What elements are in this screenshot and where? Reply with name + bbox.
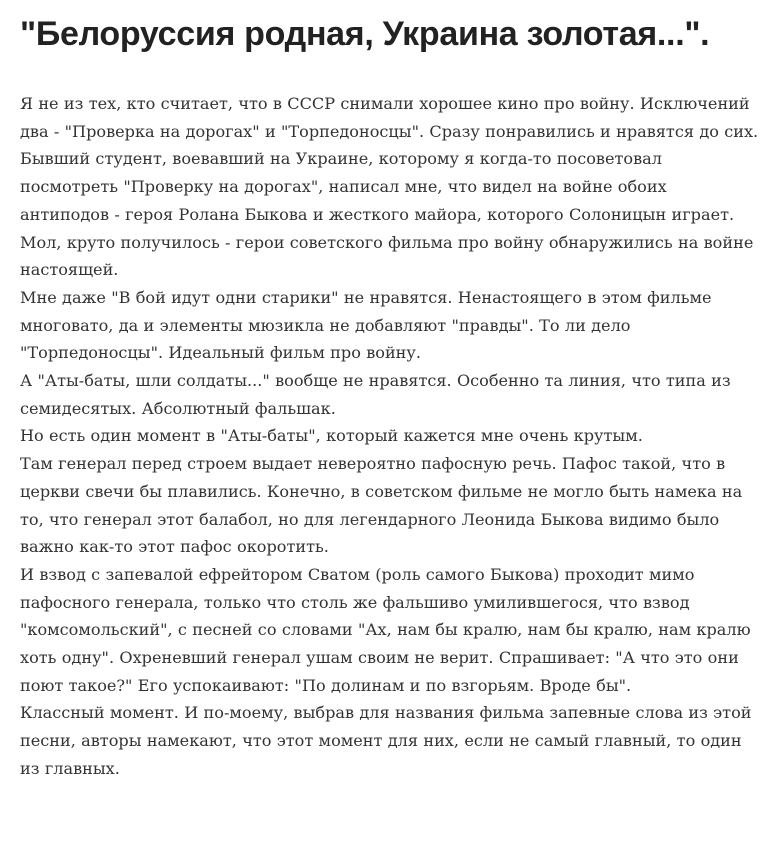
article-body	[20, 90, 760, 783]
article-paragraph: Там генерал перед строем выдает невероятно пафосную речь. Пафос такой, что в церкви свечи бы плавились. Конечно, в советском фильме не могло быть намека на то, что генерал этот балабол, но для легендарного Леонида Быкова видимо было важно как-то этот пафос окоротить.	[20, 454, 743, 557]
article-title: "Белоруссия родная, Украина золотая...".	[20, 15, 710, 53]
article-paragraph: Я не из тех, кто считает, что в СССР снимали хорошее кино про войну. Исключений два - "Проверка на дорогах" и "Торпедоносцы". Сразу понравились и нравятся до сих. Бывший студент, воевавший на Украине, которому я когда-то посоветовал посмотреть "Проверку на дорогах", написал мне, что видел на войне обоих антиподов - героя Ролана Быкова и жесткого майора, которого Солоницын играет. Мол, круто получилось - герои советского фильма про войну обнаружились на войне настоящей.	[20, 94, 759, 280]
article-paragraph: Мне даже "В бой идут одни старики" не нравятся. Ненастоящего в этом фильме многовато, да и элементы мюзикла не добавляют "правды". То ли дело "Торпедоносцы". Идеальный фильм про войну.	[20, 287, 712, 363]
article-paragraph: И взвод с запевалой ефрейтором Сватом (роль самого Быкова) проходит мимо пафосного генерала, только что столь же фальшиво умилившегося, что взвод "комсомольский", с песней со словами "Ах, нам бы кралю, нам бы кралю, нам кралю хоть одну". Охреневший генерал ушам своим не верит. Спрашивает: "А что это они поют такое?" Его успокаивают: "По долинам и по взгорьям. Вроде бы".	[20, 564, 751, 695]
article-paragraph: Но есть один момент в "Аты-баты", который кажется мне очень крутым.	[20, 426, 643, 446]
article-paragraph: А "Аты-баты, шли солдаты..." вообще не нравятся. Особенно та линия, что типа из семидесятых. Абсолютный фальшак.	[20, 371, 731, 418]
article-paragraph: Классный момент. И по-моему, выбрав для названия фильма запевные слова из этой песни, авторы намекают, что этот момент для них, если не самый главный, то один из главных.	[20, 703, 752, 778]
article	[20, 8, 760, 783]
